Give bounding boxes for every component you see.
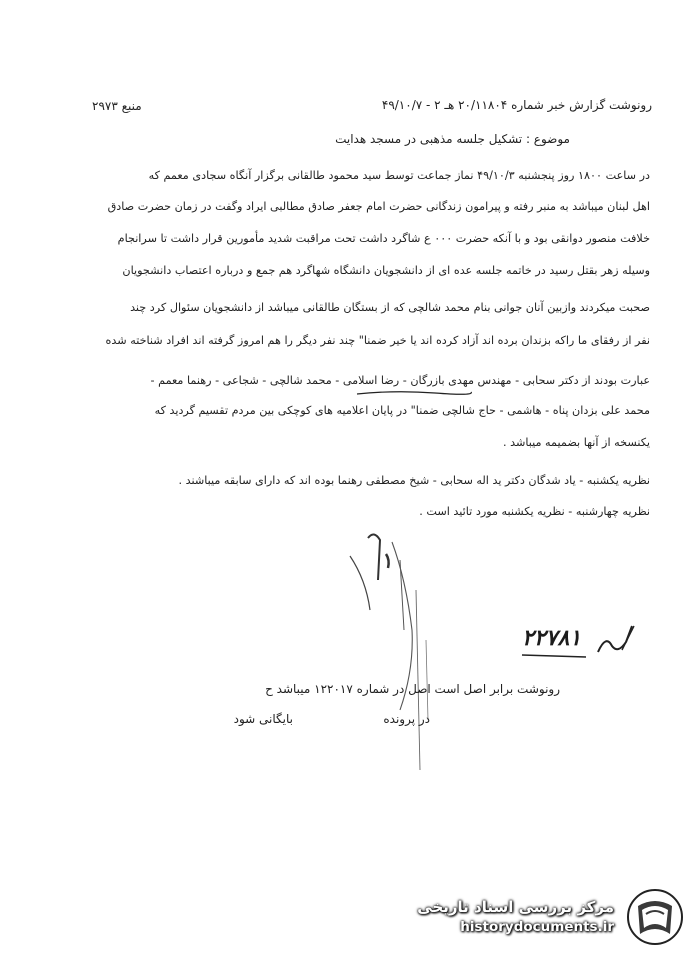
file-label: در پرونده: [383, 712, 430, 726]
body-line: خلافت منصور دوانقی بود و با آنکه حضرت ۰۰۰ ع شاگرد داشت تحت مراقبت شدید مأمورین قرار داشت تا سرانجام: [117, 232, 650, 245]
handwritten-initials: [592, 612, 642, 662]
copy-confirmation-line: رونوشت برابر اصل است اصل در شماره ۱۲۲۰۱۷ میباشد ح: [265, 682, 560, 696]
opinion-sunday: نظریه یکشنبه - یاد شدگان دکتر ید اله سحابی - شیخ مصطفی رهنما بوده اند که دارای سابقه میباشند .: [178, 474, 650, 487]
body-line: عبارت بودند از دکتر سحابی - مهندس مهدی بازرگان - رضا اسلامی - محمد شالچی - شجاعی - رهنما معمم -: [150, 374, 650, 387]
handwritten-marks: [330, 520, 440, 780]
body-line: نفر از رفقای ما راکه بزندان برده اند آزاد کرده اند یا خیر ضمنا" چند نفر دیگر را هم امروز گرفته اند افراد شناخته شده: [105, 334, 650, 347]
body-line: صحبت میکردند وازبین آنان جوانی بنام محمد شالچی که از بستگان طالقانی میباشد از دانشجویان سئوال کرد چند: [130, 301, 650, 314]
body-line: در ساعت ۱۸۰۰ روز پنجشنبه ۴۹/۱۰/۳ نماز جماعت توسط سید محمود طالقانی برگزار آنگاه سجادی معمم که: [148, 169, 650, 182]
report-title: رونوشت گزارش خبر شماره ۲۰/۱۱۸۰۴ هـ ۲ - ۴۹/۱۰/۷: [381, 98, 652, 112]
handwritten-number: ۲۲۷۸۱: [522, 626, 582, 651]
history-documents-watermark: [412, 886, 692, 948]
body-line: اهل لبنان میباشد به منبر رفته و پیرامون زندگانی حضرت امام جعفر صادق مطالبی ایراد وگفت در زمان حضرت صادق: [107, 200, 650, 213]
opinion-wednesday: نظریه چهارشنبه - نظریه یکشنبه مورد تائید است .: [419, 505, 650, 518]
body-line: محمد علی بزدان پناه - هاشمی - حاج شالچی ضمنا" در پایان اعلامیه های کوچکی بین مردم تقسیم گردید که: [154, 404, 650, 417]
source-number: منبع ۲۹۷۳: [92, 99, 142, 113]
archive-label: بایگانی شود: [233, 712, 293, 726]
watermark-title: مرکز بررسی اسناد تاریخی: [417, 898, 614, 916]
body-line: یکنسخه از آنها بضمیمه میباشد .: [502, 436, 650, 449]
name-underline: [355, 388, 473, 398]
watermark-url: historydocuments.ir: [460, 919, 614, 935]
body-line: وسیله زهر بقتل رسید در خاتمه جلسه عده ای از دانشجویان دانشگاه شهاگرد هم جمع و درباره اعتصاب دانشجویان: [122, 264, 650, 277]
history-documents-logo-icon: [624, 888, 686, 946]
subject-line: موضوع : تشکیل جلسه مذهبی در مسجد هدایت: [335, 132, 570, 146]
number-underline: [520, 652, 590, 660]
